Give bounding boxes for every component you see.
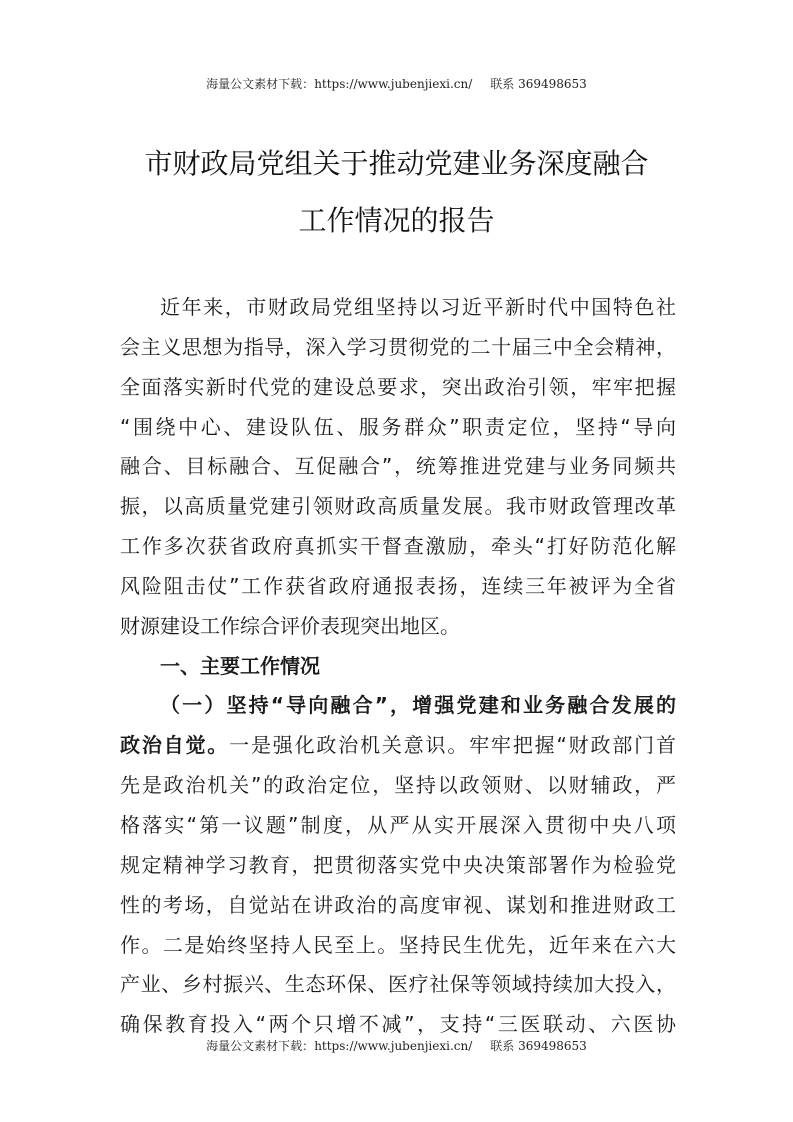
page-header <box>0 76 793 92</box>
document-title-line-1: 市财政局党组关于推动党建业务深度融合 <box>144 147 649 180</box>
paragraph-line: 格落实“第一议题”制度，从严从实开展深入贯彻中央八项 <box>120 812 676 837</box>
subsection-heading-end: 政治自觉。 <box>120 733 230 758</box>
footer-contact: 联系 369498653 <box>490 1039 587 1053</box>
footer-prefix: 海量公文素材下载： <box>206 1039 315 1053</box>
subsection-heading: （一）坚持“导向融合”，增强党建和业务融合发展的 <box>160 693 676 718</box>
paragraph-line: “围绕中心、建设队伍、服务群众”职责定位，坚持“导向 <box>120 414 676 439</box>
paragraph-line <box>120 726 676 766</box>
paragraph-line: 风险阻击仗”工作获省政府通报表扬，连续三年被评为全省 <box>120 573 676 598</box>
paragraph-line: 产业、乡村振兴、生态环保、医疗社保等领域持续加大投入， <box>120 972 676 997</box>
paragraph-line: 振，以高质量党建引领财政高质量发展。我市财政管理改革 <box>120 494 676 519</box>
header-url[interactable]: https://www.jubenjiexi.cn/ <box>314 77 473 91</box>
paragraph-line: 作。二是始终坚持人民至上。坚持民生优先，近年来在六大 <box>120 932 676 957</box>
paragraph-line: 工作多次获省政府真抓实干督查激励，牵头“打好防范化解 <box>120 534 676 559</box>
header-prefix: 海量公文素材下载： <box>206 77 315 91</box>
paragraph-line: 性的考场，自觉站在讲政治的高度审视、谋划和推进财政工 <box>120 892 676 917</box>
header-contact: 联系 369498653 <box>490 77 587 91</box>
paragraph-line: 先是政治机关”的政治定位，坚持以政领财、以财辅政，严 <box>120 773 676 798</box>
paragraph-line: 会主义思想为指导，深入学习贯彻党的二十届三中全会精神， <box>120 334 676 359</box>
paragraph-line: 财源建设工作综合评价表现突出地区。 <box>120 613 460 638</box>
paragraph-line: 融合、目标融合、互促融合”，统筹推进党建与业务同频共 <box>120 454 676 479</box>
paragraph-line: 确保教育投入“两个只增不减”，支持“三医联动、六医协 <box>120 1012 676 1037</box>
document-title-line-2: 工作情况的报告 <box>298 204 495 237</box>
paragraph-line: 全面落实新时代党的建设总要求，突出政治引领，牢牢把握 <box>120 374 676 399</box>
section-heading: 一、主要工作情况 <box>160 653 320 678</box>
document-body <box>120 288 676 1045</box>
paragraph-line: 规定精神学习教育，把贯彻落实党中央决策部署作为检验党 <box>120 852 676 877</box>
paragraph-line: 近年来，市财政局党组坚持以习近平新时代中国特色社 <box>160 295 676 319</box>
paragraph-text: 一是强化政治机关意识。牢牢把握“财政部门首 <box>229 733 676 758</box>
footer-url[interactable]: https://www.jubenjiexi.cn/ <box>314 1039 473 1053</box>
page-footer <box>0 1038 793 1054</box>
